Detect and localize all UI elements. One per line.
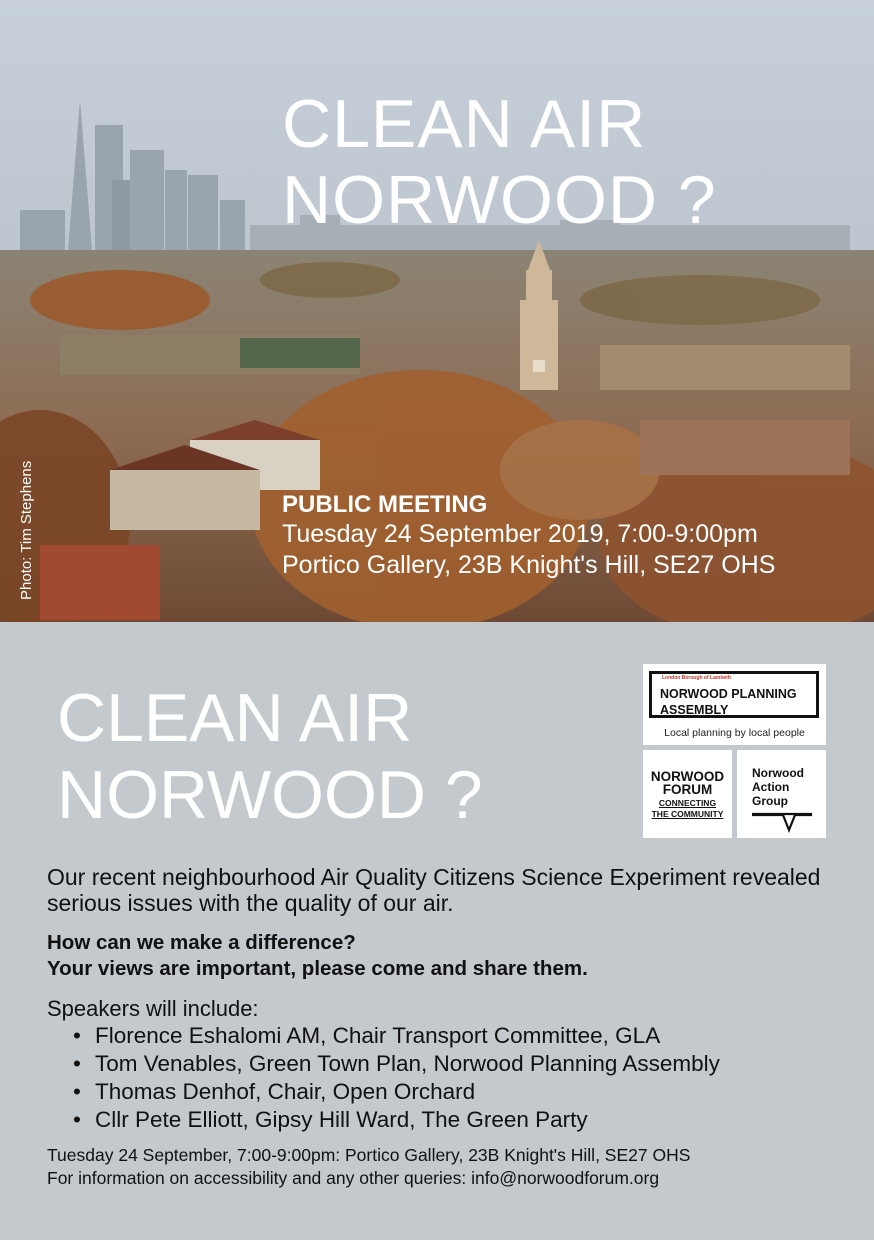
nf-name-line1: NORWOOD (650, 769, 725, 784)
bullet-icon: • (73, 1107, 81, 1132)
bullet-icon: • (73, 1051, 81, 1076)
npa-name-line2: ASSEMBLY (660, 703, 729, 717)
meeting-venue: Portico Gallery, 23B Knight's Hill, SE27 OHS (282, 551, 776, 579)
speakers-list (47, 1022, 837, 1134)
question-line2: Your views are important, please come and share them. (47, 957, 588, 980)
speaker-text: Tom Venables, Green Town Plan, Norwood Planning Assembly (95, 1051, 720, 1076)
norwood-planning-assembly-logo (643, 664, 826, 745)
meeting-label: PUBLIC MEETING (282, 491, 488, 518)
nf-sub-line1: CONNECTING (658, 798, 717, 808)
speaker-text: Thomas Denhof, Chair, Open Orchard (95, 1079, 476, 1104)
bullet-icon: • (73, 1023, 81, 1048)
hero-title-line2: NORWOOD ? (282, 162, 717, 238)
npa-name (660, 686, 797, 718)
call-to-action (47, 930, 837, 982)
npa-lambeth-text: London Borough of Lambeth (662, 675, 731, 681)
footer-datetime-venue: Tuesday 24 September, 7:00-9:00pm: Portico Gallery, 23B Knight's Hill, SE27 OHS (47, 1145, 691, 1165)
section-title (57, 680, 483, 834)
speaker-item (65, 1050, 837, 1078)
speaker-item (65, 1106, 837, 1134)
npa-tagline: Local planning by local people (664, 727, 805, 739)
speaker-item (65, 1022, 837, 1050)
nag-line2: Action (752, 780, 790, 794)
meeting-datetime: Tuesday 24 September 2019, 7:00-9:00pm (282, 520, 758, 548)
npa-name-line1: NORWOOD PLANNING (660, 687, 797, 701)
nag-line3: Group (752, 794, 788, 808)
speakers-heading: Speakers will include: (47, 996, 259, 1021)
speech-bubble-icon (751, 812, 813, 834)
footer-info (47, 1144, 837, 1190)
section-title-line2: NORWOOD ? (57, 757, 483, 833)
hero-title-line1: CLEAN AIR (282, 86, 647, 162)
section-title-line1: CLEAN AIR (57, 680, 413, 756)
intro-paragraph: Our recent neighbourhood Air Quality Citizens Science Experiment revealed serious issues with the quality of our air. (47, 864, 821, 916)
photo-credit: Photo: Tim Stephens (18, 460, 35, 600)
hero-title (282, 86, 717, 238)
meeting-info (282, 490, 775, 581)
nf-sub-line2: THE COMMUNITY (651, 809, 724, 819)
speaker-item (65, 1078, 837, 1106)
norwood-action-group-logo (737, 750, 826, 838)
bullet-icon: • (73, 1079, 81, 1104)
question-line1: How can we make a difference? (47, 931, 356, 954)
speaker-text: Cllr Pete Elliott, Gipsy Hill Ward, The Green Party (95, 1107, 588, 1132)
nf-logo-text (643, 770, 732, 818)
nag-logo-text (752, 766, 804, 808)
npa-logo-frame (649, 671, 819, 718)
footer-contact: For information on accessibility and any other queries: info@norwoodforum.org (47, 1168, 660, 1188)
nag-line1: Norwood (752, 766, 804, 780)
body-content (47, 864, 837, 1190)
norwood-forum-logo (643, 750, 732, 838)
speaker-text: Florence Eshalomi AM, Chair Transport Committee, GLA (95, 1023, 661, 1048)
nf-name-line2: FORUM (662, 782, 713, 797)
